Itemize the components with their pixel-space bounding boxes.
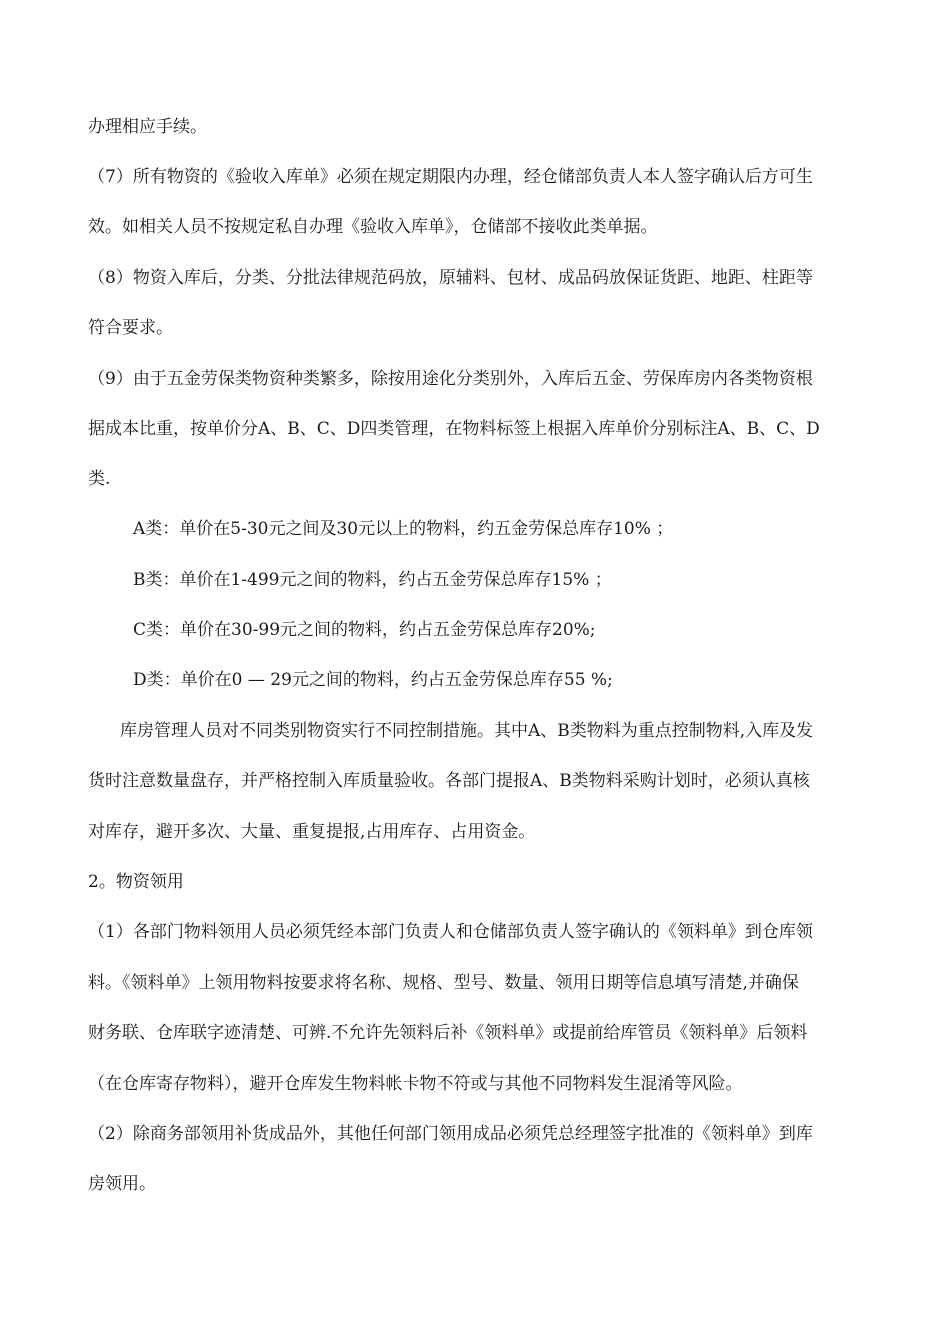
text-line: （在仓库寄存物料），避开仓库发生物料帐卡物不符或与其他不同物料发生混淆等风险。 [88, 1074, 743, 1094]
text-line: 效。如相关人员不按规定私自办理《验收入库单》，仓储部不接收此类单据。 [88, 217, 658, 237]
text-line: 符合要求。 [88, 318, 173, 338]
text-line: （1）各部门物料领用人员必须凭经本部门负责人和仓储部负责人签字确认的《领料单》到仓库领 [88, 922, 813, 942]
text-line: 货时注意数量盘存，并严格控制入库质量验收。各部门提报A、B类物料采购计划时，必须认真核 [88, 771, 810, 791]
text-line: （7）所有物资的《验收入库单》必须在规定期限内办理，经仓储部负责人本人签字确认后方可生 [88, 167, 813, 187]
text-line: 对库存，避开多次、大量、重复提报,占用库存、占用资金。 [88, 822, 536, 842]
text-line: 财务联、仓库联字迹清楚、可辨.不允许先领料后补《领料单》或提前给库管员《领料单》后领料 [88, 1023, 808, 1043]
text-line: （2）除商务部领用补货成品外，其他任何部门领用成品必须凭总经理签字批准的《领料单》到库 [88, 1124, 813, 1144]
text-line: 库房管理人员对不同类别物资实行不同控制措施。其中A、B类物料为重点控制物料,入库及发 [120, 721, 814, 741]
category-a-line: A类：单价在5-30元之间及30元以上的物料，约五金劳保总库存10% ； [133, 519, 674, 539]
text-line: 据成本比重，按单价分A、B、C、D四类管理，在物料标签上根据入库单价分别标注A、B、C、D [88, 419, 820, 439]
text-line: 房领用。 [88, 1174, 156, 1194]
text-line: 料。《领料单》上领用物料按要求将名称、规格、型号、数量、领用日期等信息填写清楚,并确保 [88, 973, 799, 993]
text-line: （8）物资入库后，分类、分批法律规范码放，原辅料、包材、成品码放保证货距、地距、柱距等 [88, 268, 813, 288]
text-line: 类. [88, 469, 111, 489]
text-line: 办理相应手续。 [88, 117, 207, 137]
section-heading: 2。物资领用 [88, 872, 184, 892]
category-d-line: D类：单价在0 — 29元之间的物料，约占五金劳保总库存55 %; [133, 670, 613, 690]
text-line: （9）由于五金劳保类物资种类繁多，除按用途化分类别外，入库后五金、劳保库房内各类物资根 [88, 369, 813, 389]
category-b-line: B类：单价在1-499元之间的物料，约占五金劳保总库存15% ； [133, 570, 612, 590]
category-c-line: C类：单价在30-99元之间的物料，约占五金劳保总库存20%; [133, 620, 596, 640]
